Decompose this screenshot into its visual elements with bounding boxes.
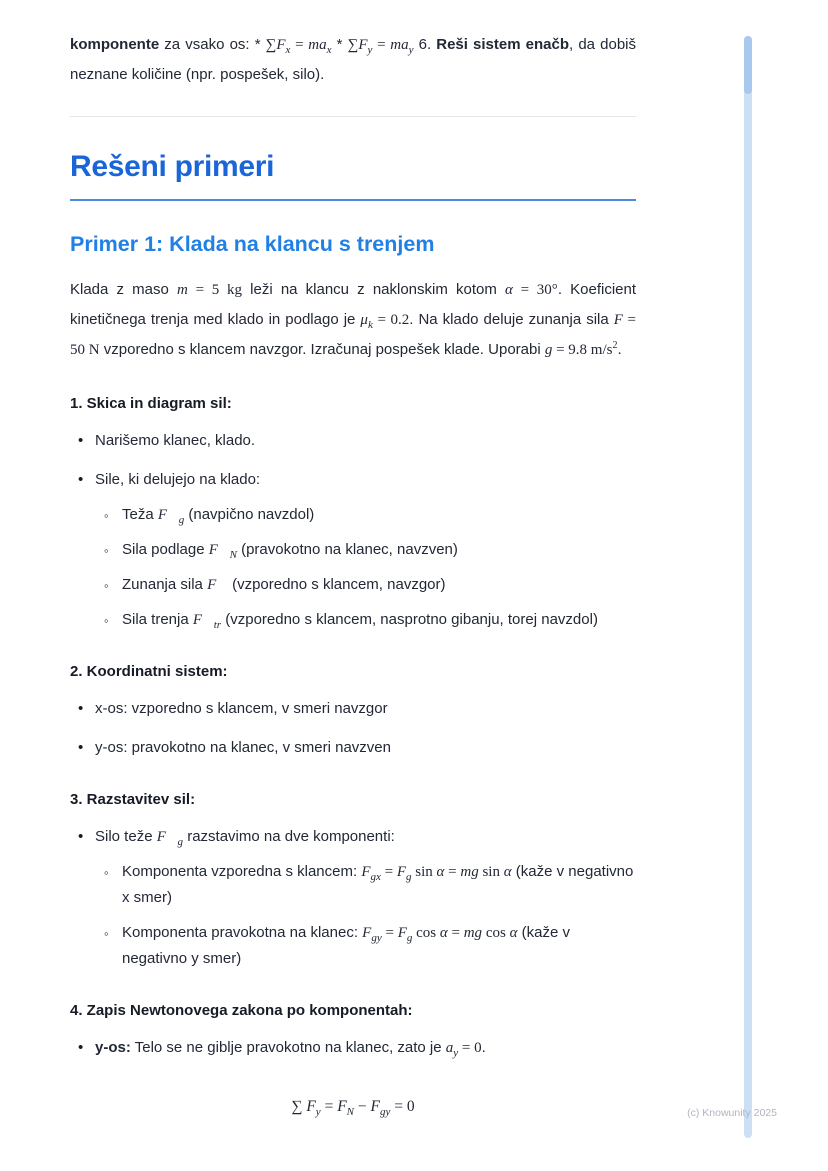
step-1-heading: 1. Skica in diagram sil:	[70, 395, 232, 412]
list-item-text: y-os: pravokotno na klanec, v smeri navzven	[95, 739, 391, 756]
list-subitem	[95, 859, 636, 911]
list-item	[70, 467, 636, 633]
list-subitem	[95, 502, 636, 528]
list-subitem	[95, 920, 636, 972]
list-item	[70, 1035, 636, 1061]
list-item-text: Silo teže $F⃗_g$ razstavimo na dve komponenti:	[95, 828, 395, 848]
example-title: Primer 1: Klada na klancu s trenjem	[70, 232, 435, 256]
list-item-text: Sila podlage $F⃗_N$ (pravokotno na klanec, navzven)	[122, 541, 458, 561]
footer-credit: (c) Knowunity 2025	[687, 1107, 777, 1119]
scrollbar-thumb[interactable]	[744, 36, 752, 94]
step-1-list	[70, 428, 636, 633]
newton-y-equation: ∑ $F_y = F_N - F_{gy} = 0$	[291, 1098, 415, 1119]
step-3-list	[70, 824, 636, 972]
intro-paragraph: komponente za vsako os: * $\sum F_x = ma_x * \sum F_y = ma_y$ 6. Reši sistem enačb, da dobiš neznane količine (npr. pospešek, silo).	[70, 36, 636, 83]
list-item-text: Komponenta pravokotna na klanec: $F_{gy} = F_g$ cos α = mg cos α (kaže v negativno y smer)	[122, 924, 570, 967]
components-sublist	[95, 859, 636, 972]
scrollbar-track[interactable]	[744, 36, 752, 1138]
list-item	[70, 696, 636, 722]
list-item-text: Sila trenja $F⃗_{tr}$ (vzporedno s klancem, nasprotno gibanju, torej navzdol)	[122, 611, 598, 631]
list-item-text: Zunanja sila F⃗ (vzporedno s klancem, navzgor)	[122, 576, 446, 593]
page-title: Rešeni primeri	[70, 150, 636, 201]
list-item-text: x-os: vzporedno s klancem, v smeri navzgor	[95, 700, 388, 717]
problem-statement: Klada z maso m = 5 kg leži na klancu z naklonskim kotom α = 30°. Koeficient kinetičnega trenja med klado in podlago je $\mu_k = 0.2$. Na klado deluje zunanja sila F = 50 N vzporedno s klancem navzgor. Izračunaj pospešek klade. Uporabi g = 9.8 $m/s^2$.	[70, 281, 637, 358]
list-item	[70, 824, 636, 972]
list-item-text: Sile, ki delujejo na klado:	[95, 471, 261, 488]
step-2-heading: 2. Koordinatni sistem:	[70, 663, 228, 680]
list-subitem	[95, 572, 636, 598]
list-subitem	[95, 607, 636, 633]
step-4-heading: 4. Zapis Newtonovega zakona po komponentah:	[70, 1002, 413, 1019]
step-2-list	[70, 696, 636, 761]
document-content	[70, 0, 636, 1119]
list-subitem	[95, 537, 636, 563]
list-item-text: Narišemo klanec, klado.	[95, 432, 256, 449]
list-item	[70, 735, 636, 761]
forces-sublist	[95, 502, 636, 633]
list-item-text: y-os: Telo se ne giblje pravokotno na klanec, zato je $a_y = 0$.	[95, 1039, 486, 1059]
section-divider	[70, 116, 636, 117]
list-item-text: Komponenta vzporedna s klancem: $F_{gx} = F_g$ sin α = mg sin α (kaže v negativno x smer)	[122, 863, 634, 906]
step-4-list	[70, 1035, 636, 1061]
step-3-heading: 3. Razstavitev sil:	[70, 791, 196, 808]
list-item	[70, 428, 636, 454]
list-item-text: Teža $F⃗_g$ (navpično navzdol)	[122, 506, 315, 526]
